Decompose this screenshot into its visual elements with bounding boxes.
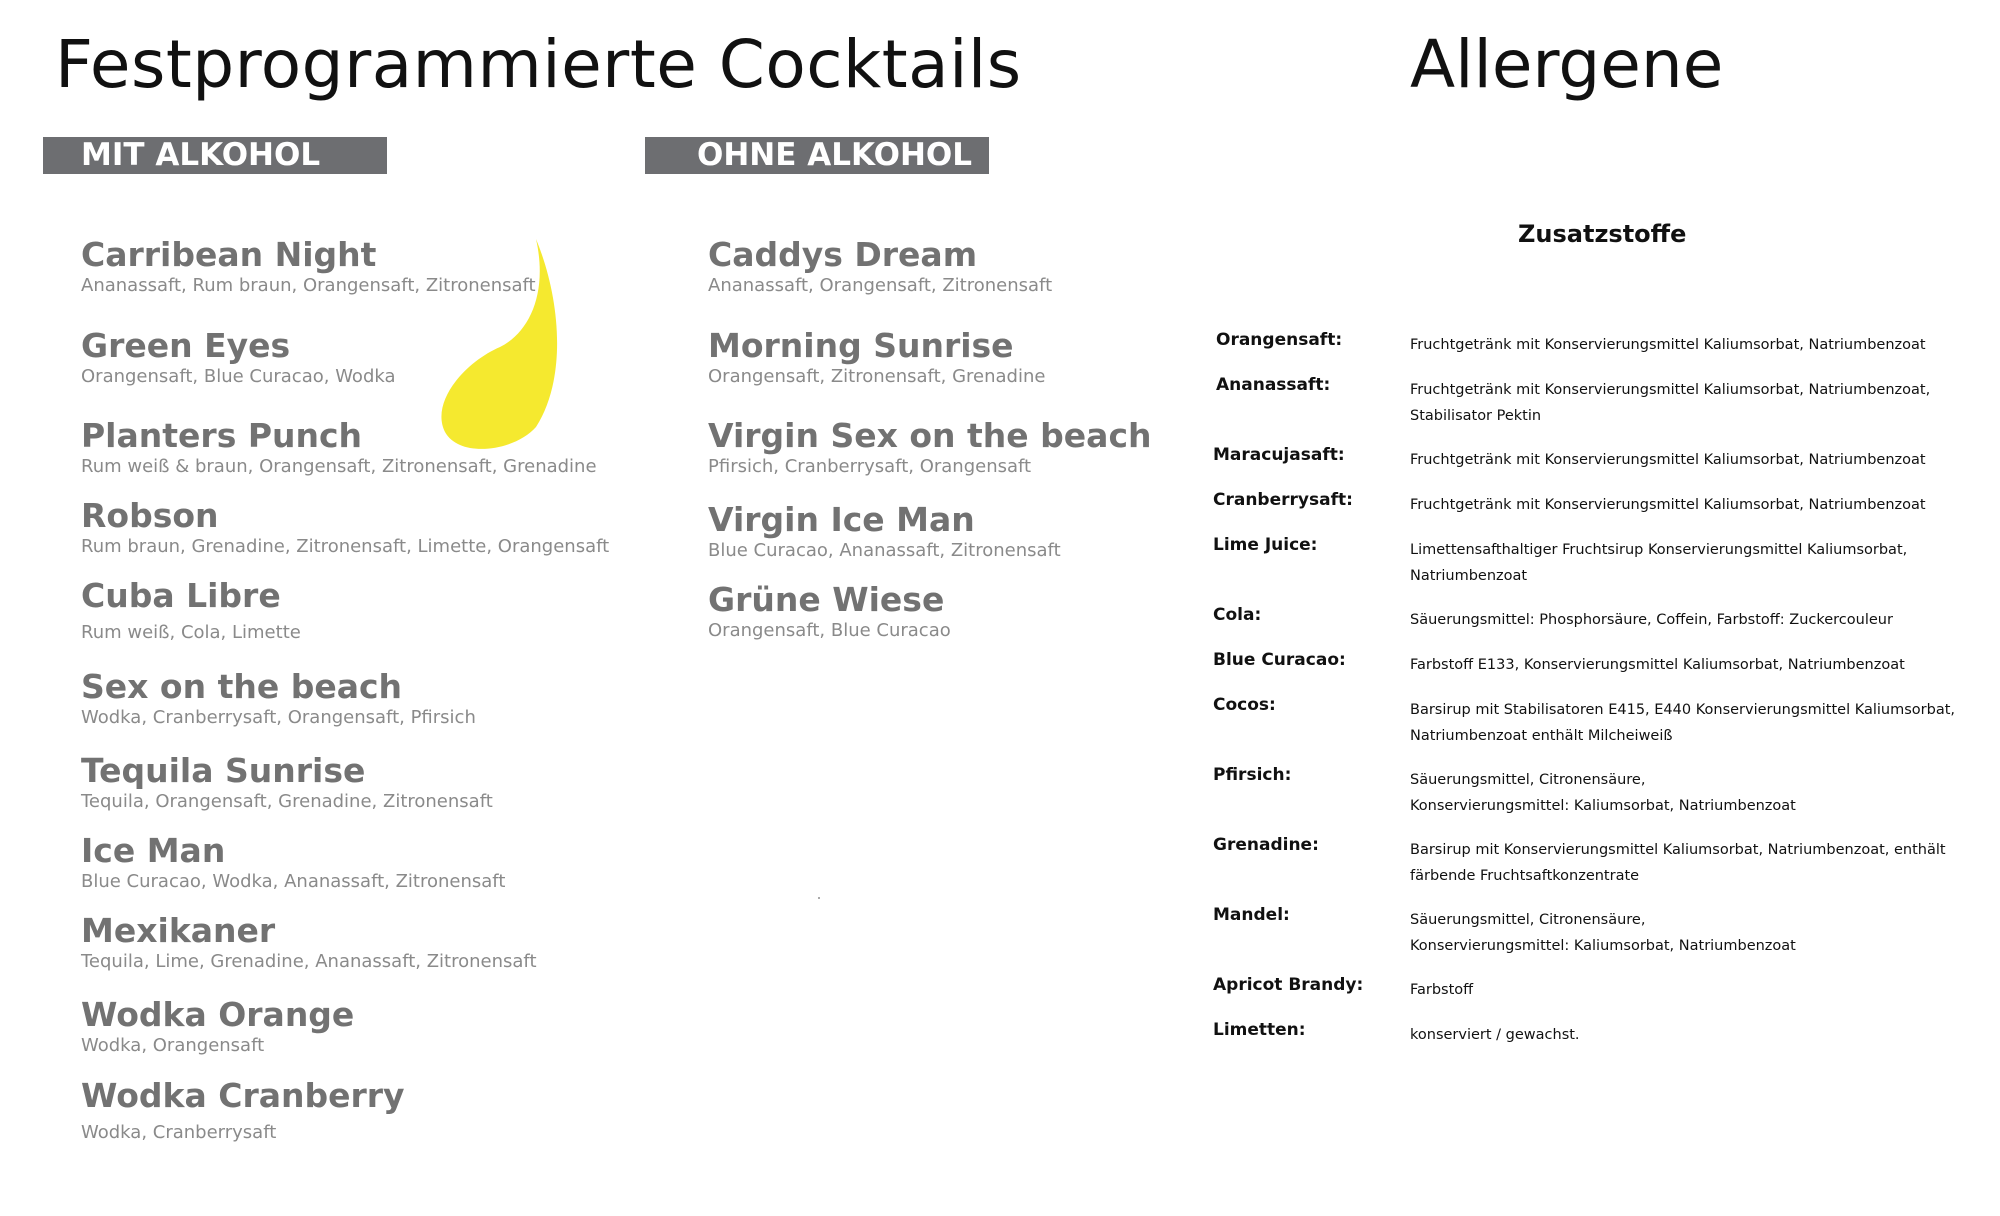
allergen-name: Lime Juice:: [1213, 535, 1318, 555]
allergen-name: Pfirsich:: [1213, 765, 1292, 785]
allergen-description: Farbstoff: [1410, 982, 1474, 998]
cocktail-name: Wodka Orange: [81, 995, 355, 1034]
cocktail-ingredients: Orangensaft, Zitronensaft, Grenadine: [708, 366, 1046, 387]
allergen-description: Farbstoff E133, Konservierungsmittel Kaliumsorbat, Natriumbenzoat: [1410, 657, 1905, 673]
cocktail-item: [81, 327, 396, 389]
section-header-with-alcohol: MIT ALKOHOL: [43, 137, 387, 174]
cocktail-ingredients: Orangensaft, Blue Curacao, Wodka: [81, 366, 396, 387]
allergen-description: Barsirup mit Konservierungsmittel Kaliumsorbat, Natriumbenzoat, enthält färbende Fruchtsaftkonzentrate: [1410, 842, 1946, 884]
allergen-title: Allergene: [1410, 26, 1724, 103]
cocktail-ingredients: Tequila, Orangensaft, Grenadine, Zitronensaft: [81, 791, 493, 812]
allergen-name: Cola:: [1213, 605, 1262, 625]
cocktail-name: Tequila Sunrise: [81, 751, 366, 790]
allergen-name: Blue Curacao:: [1213, 650, 1346, 670]
cocktail-item: [708, 327, 1045, 389]
allergen-name: Orangensaft:: [1216, 330, 1343, 350]
cocktail-ingredients: Blue Curacao, Ananassaft, Zitronensaft: [708, 540, 1061, 561]
cocktail-name: Virgin Sex on the beach: [708, 416, 1152, 455]
section-header-without-alcohol: OHNE ALKOHOL: [645, 137, 989, 174]
allergen-description: Barsirup mit Stabilisatoren E415, E440 Konservierungsmittel Kaliumsorbat, Natriumbenzoat enthält Milcheiweiß: [1410, 702, 1955, 744]
cocktail-name: Carribean Night: [81, 235, 377, 274]
allergen-description: Säuerungsmittel: Phosphorsäure, Coffein, Farbstoff: Zuckercouleur: [1410, 612, 1893, 628]
allergen-description: Fruchtgetränk mit Konservierungsmittel Kaliumsorbat, Natriumbenzoat: [1410, 497, 1926, 513]
cocktail-item: [708, 501, 1061, 563]
cocktail-name: Morning Sunrise: [708, 326, 1014, 365]
cocktail-name: Virgin Ice Man: [708, 500, 975, 539]
allergen-name: Maracujasaft:: [1213, 445, 1345, 465]
allergen-description: Säuerungsmittel, Citronensäure, Konservierungsmittel: Kaliumsorbat, Natriumbenzoat: [1410, 912, 1796, 954]
cocktail-name: Planters Punch: [81, 416, 363, 455]
cocktail-item: [81, 577, 301, 645]
cocktail-ingredients: Tequila, Lime, Grenadine, Ananassaft, Zitronensaft: [81, 951, 537, 972]
allergen-name: Limetten:: [1213, 1020, 1306, 1040]
cocktail-name: Grüne Wiese: [708, 580, 945, 619]
cocktail-name: Mexikaner: [81, 911, 276, 950]
cocktail-name: Green Eyes: [81, 326, 291, 365]
allergen-description: Fruchtgetränk mit Konservierungsmittel Kaliumsorbat, Natriumbenzoat: [1410, 337, 1926, 353]
cocktail-name: Robson: [81, 496, 219, 535]
cocktail-name: Ice Man: [81, 831, 226, 870]
cocktail-item: [81, 417, 597, 479]
cocktail-item: [708, 581, 951, 643]
cocktail-ingredients: Rum braun, Grenadine, Zitronensaft, Limette, Orangensaft: [81, 536, 610, 557]
cocktail-item: [81, 752, 493, 814]
cocktail-item: [81, 497, 609, 559]
allergen-name: Cranberrysaft:: [1213, 490, 1353, 510]
cocktail-ingredients: Wodka, Cranberrysaft: [81, 1122, 277, 1143]
cocktail-item: [81, 236, 536, 298]
cocktail-ingredients: Wodka, Orangensaft: [81, 1035, 265, 1056]
cocktail-item: [708, 236, 1052, 298]
cocktail-ingredients: Pfirsich, Cranberrysaft, Orangensaft: [708, 456, 1032, 477]
allergen-name: Ananassaft:: [1216, 375, 1331, 395]
cocktail-name: Cuba Libre: [81, 576, 281, 615]
allergen-name: Cocos:: [1213, 695, 1276, 715]
cocktail-ingredients: Rum weiß, Cola, Limette: [81, 622, 301, 643]
page-title: Festprogrammierte Cocktails: [55, 26, 1022, 103]
cocktail-ingredients: Ananassaft, Orangensaft, Zitronensaft: [708, 275, 1053, 296]
cocktail-name: Wodka Cranberry: [81, 1076, 405, 1115]
cocktail-ingredients: Wodka, Cranberrysaft, Orangensaft, Pfirsich: [81, 707, 476, 728]
cocktail-item: [708, 417, 1152, 479]
cocktail-name: Caddys Dream: [708, 235, 978, 274]
cocktail-item: [81, 996, 354, 1058]
cocktail-item: [81, 668, 476, 730]
stray-dot: [818, 897, 820, 899]
cocktail-ingredients: Ananassaft, Rum braun, Orangensaft, Zitronensaft: [81, 275, 536, 296]
allergen-description: Fruchtgetränk mit Konservierungsmittel Kaliumsorbat, Natriumbenzoat: [1410, 452, 1926, 468]
cocktail-item: [81, 912, 537, 974]
cocktail-item: [81, 832, 505, 894]
zusatzstoffe-title: Zusatzstoffe: [1518, 220, 1687, 248]
cocktail-ingredients: Orangensaft, Blue Curacao: [708, 620, 951, 641]
allergen-name: Mandel:: [1213, 905, 1290, 925]
allergen-description: Fruchtgetränk mit Konservierungsmittel Kaliumsorbat, Natriumbenzoat, Stabilisator Pektin: [1410, 382, 1931, 424]
cocktail-item: [81, 1077, 405, 1145]
allergen-description: Limettensafthaltiger Fruchtsirup Konservierungsmittel Kaliumsorbat, Natriumbenzoat: [1410, 542, 1908, 584]
allergen-name: Apricot Brandy:: [1213, 975, 1364, 995]
allergen-description: konserviert / gewachst.: [1410, 1027, 1580, 1043]
cocktail-ingredients: Blue Curacao, Wodka, Ananassaft, Zitronensaft: [81, 871, 506, 892]
allergen-description: Säuerungsmittel, Citronensäure, Konservierungsmittel: Kaliumsorbat, Natriumbenzoat: [1410, 772, 1796, 814]
allergen-name: Grenadine:: [1213, 835, 1319, 855]
cocktail-ingredients: Rum weiß & braun, Orangensaft, Zitronensaft, Grenadine: [81, 456, 597, 477]
cocktail-name: Sex on the beach: [81, 667, 403, 706]
